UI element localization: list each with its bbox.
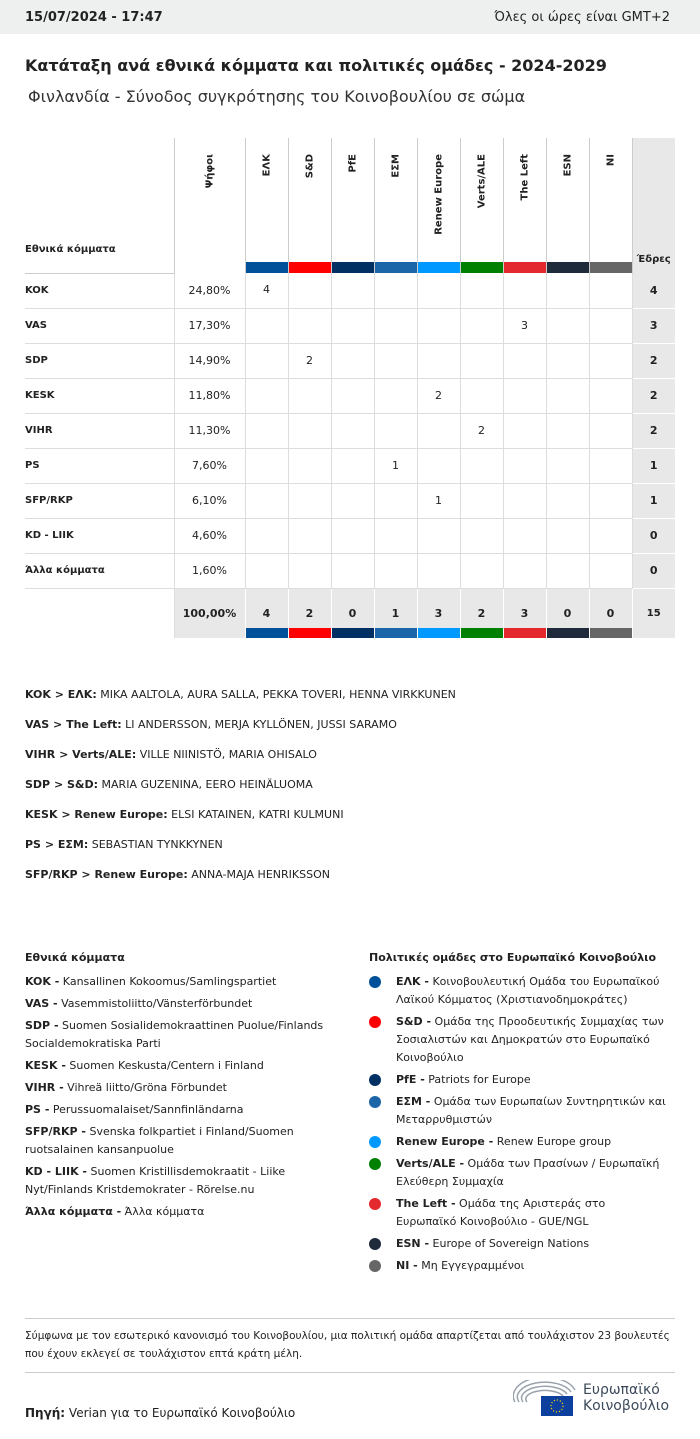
group-color-bar xyxy=(461,262,503,273)
mep-names: ELSI KATAINEN, KATRI KULMUNI xyxy=(167,808,344,821)
legend-desc: Patriots for Europe xyxy=(424,1073,531,1086)
legend-abbr: PS - xyxy=(25,1103,50,1116)
seats-total: 2 xyxy=(632,413,675,448)
total-group-seats xyxy=(417,588,460,638)
group-color-bar xyxy=(590,628,632,638)
mep-names: MIKA AALTOLA, AURA SALLA, PEKKA TOVERI, HENNA VIRKKUNEN xyxy=(96,688,456,701)
party-name: SFP/RKP xyxy=(25,483,174,518)
legend-desc: Κοινοβουλευτική Ομάδα του Ευρωπαϊκού Λαϊκού Κόμματος (Χριστιανοδημοκράτες) xyxy=(396,975,660,1006)
group-column-header xyxy=(288,138,331,273)
group-seat-cell xyxy=(503,273,546,308)
legend-desc: Ομάδα της Προοδευτικής Συμμαχίας των Σοσιαλιστών και Δημοκρατών στο Ευρωπαϊκό Κοινοβούλιο xyxy=(396,1015,664,1064)
group-seat-cell xyxy=(460,378,503,413)
votes-share: 24,80% xyxy=(174,273,245,308)
votes-header-label: Ψήφοι xyxy=(204,154,215,189)
group-seat-cell: 3 xyxy=(503,308,546,343)
total-blank xyxy=(25,588,174,638)
total-group-seats xyxy=(460,588,503,638)
legend-abbr: PfE - xyxy=(396,1073,425,1086)
group-seat-cell xyxy=(503,448,546,483)
mep-group-key: PS > ΕΣΜ: xyxy=(25,838,89,851)
group-seat-cell xyxy=(245,343,288,378)
legend-desc: Svenska folkpartiet i Finland/Suomen ruotsalainen kansanpuolue xyxy=(25,1125,294,1156)
group-color-bar xyxy=(547,262,589,273)
legend-desc: Kansallinen Kokoomus/Samlingspartiet xyxy=(59,975,277,988)
votes-share: 6,10% xyxy=(174,483,245,518)
group-color-dot-icon xyxy=(369,1096,381,1108)
source-label: Πηγή: xyxy=(25,1406,66,1420)
group-seat-cell xyxy=(331,553,374,588)
group-seat-cell xyxy=(245,448,288,483)
group-seat-cell xyxy=(546,413,589,448)
group-seat-cell xyxy=(245,413,288,448)
timezone-note: Όλες οι ώρες είναι GMT+2 xyxy=(494,9,670,25)
group-seat-cell xyxy=(374,308,417,343)
legend-item xyxy=(25,1017,335,1053)
group-seat-cell xyxy=(374,273,417,308)
total-group-value: 2 xyxy=(305,606,314,620)
votes-share: 11,30% xyxy=(174,413,245,448)
group-seat-cell xyxy=(288,308,331,343)
mep-line xyxy=(25,860,456,890)
seats-total: 2 xyxy=(632,378,675,413)
group-color-bar xyxy=(289,628,331,638)
group-seat-cell xyxy=(417,448,460,483)
group-seat-cell xyxy=(331,378,374,413)
group-seat-cell: 4 xyxy=(245,273,288,308)
seats-total: 0 xyxy=(632,518,675,553)
group-color-dot-icon xyxy=(369,1136,381,1148)
legend-item xyxy=(25,973,335,991)
mep-group-key: SDP > S&D: xyxy=(25,778,99,791)
group-color-bar xyxy=(289,262,331,273)
legend-desc: Μη Εγγεγραμμένοι xyxy=(417,1259,525,1272)
legend-desc: Renew Europe group xyxy=(493,1135,612,1148)
mep-line xyxy=(25,800,456,830)
group-color-bar xyxy=(246,262,288,273)
group-color-dot-icon xyxy=(369,1198,381,1210)
legend-item xyxy=(369,1133,669,1151)
group-seat-cell xyxy=(589,343,632,378)
seats-total: 2 xyxy=(632,343,675,378)
group-seat-cell xyxy=(417,308,460,343)
group-seat-cell xyxy=(245,308,288,343)
group-seat-cell xyxy=(374,413,417,448)
group-seat-cell xyxy=(589,378,632,413)
total-group-seats xyxy=(245,588,288,638)
group-color-bar xyxy=(332,262,374,273)
total-votes: 100,00% xyxy=(174,588,245,638)
mep-group-key: SFP/RKP > Renew Europe: xyxy=(25,868,188,881)
group-seat-cell xyxy=(417,343,460,378)
group-seat-cell xyxy=(503,413,546,448)
legend-abbr: KOK - xyxy=(25,975,60,988)
group-color-dot-icon xyxy=(369,976,381,988)
legend-item xyxy=(25,995,335,1013)
legend-abbr: KD - LIIK - xyxy=(25,1165,87,1178)
group-seat-cell xyxy=(589,518,632,553)
group-seat-cell: 2 xyxy=(460,413,503,448)
group-color-bar xyxy=(461,628,503,638)
legend-item xyxy=(369,1013,669,1067)
mep-line xyxy=(25,680,456,710)
total-group-seats xyxy=(374,588,417,638)
table-row xyxy=(25,343,675,378)
mep-group-key: KOK > ΕΛΚ: xyxy=(25,688,97,701)
party-name: KOK xyxy=(25,273,174,308)
total-group-seats xyxy=(589,588,632,638)
group-seat-cell xyxy=(460,518,503,553)
votes-share: 14,90% xyxy=(174,343,245,378)
group-seat-cell xyxy=(589,448,632,483)
group-header-label: ΕΣΜ xyxy=(390,154,401,178)
group-color-bar xyxy=(418,262,460,273)
page-title: Κατάταξη ανά εθνικά κόμματα και πολιτικές ομάδες - 2024-2029 xyxy=(25,56,607,75)
group-seat-cell xyxy=(288,448,331,483)
group-seat-cell xyxy=(546,343,589,378)
group-header-label: NI xyxy=(605,154,616,167)
source-value: Verian για το Ευρωπαϊκό Κοινοβούλιο xyxy=(65,1406,296,1420)
results-table xyxy=(25,138,675,638)
legend-desc: Ομάδα της Αριστεράς στο Ευρωπαϊκό Κοινοβούλιο - GUE/NGL xyxy=(396,1197,606,1228)
legend-abbr: S&D - xyxy=(396,1015,432,1028)
group-seat-cell xyxy=(288,273,331,308)
legend-title: Εθνικά κόμματα xyxy=(25,951,125,964)
legend-item xyxy=(25,1203,335,1221)
group-seat-cell xyxy=(331,273,374,308)
group-seat-cell xyxy=(503,553,546,588)
group-color-dot-icon xyxy=(369,1260,381,1272)
legend-desc: Perussuomalaiset/Sannfinländarna xyxy=(49,1103,244,1116)
mep-group-key: KESK > Renew Europe: xyxy=(25,808,168,821)
total-seats: 15 xyxy=(632,588,675,638)
legend-abbr: NI - xyxy=(396,1259,418,1272)
group-seat-cell xyxy=(503,518,546,553)
group-seat-cell: 2 xyxy=(288,343,331,378)
group-column-header xyxy=(417,138,460,273)
group-seat-cell xyxy=(245,518,288,553)
group-color-dot-icon xyxy=(369,1238,381,1250)
group-seat-cell xyxy=(460,273,503,308)
group-column-header xyxy=(503,138,546,273)
party-name: VAS xyxy=(25,308,174,343)
mep-line xyxy=(25,710,456,740)
legend-item xyxy=(369,1257,669,1275)
group-header-label: ΕΛΚ xyxy=(261,154,272,177)
table-row xyxy=(25,483,675,518)
legend-desc: Ομάδα των Πρασίνων / Ευρωπαϊκή Ελεύθερη Συμμαχία xyxy=(396,1157,660,1188)
seats-column-header: Έδρες xyxy=(632,138,675,273)
votes-column-header xyxy=(174,138,245,273)
total-group-seats xyxy=(331,588,374,638)
party-name: KD - LIIK xyxy=(25,518,174,553)
group-seat-cell xyxy=(589,553,632,588)
legend-abbr: Renew Europe - xyxy=(396,1135,494,1148)
group-seat-cell xyxy=(589,483,632,518)
mep-names: ANNA-MAJA HENRIKSSON xyxy=(187,868,330,881)
mep-list xyxy=(25,680,456,890)
legend-desc: Suomen Keskusta/Centern i Finland xyxy=(65,1059,264,1072)
group-seat-cell xyxy=(245,553,288,588)
legend-item xyxy=(369,1093,669,1129)
group-seat-cell xyxy=(374,378,417,413)
group-seat-cell xyxy=(331,483,374,518)
party-column-header: Εθνικά κόμματα xyxy=(25,138,174,273)
group-seat-cell xyxy=(417,413,460,448)
group-color-bar xyxy=(547,628,589,638)
group-seat-cell xyxy=(288,518,331,553)
table-row xyxy=(25,413,675,448)
legend-desc: Άλλα κόμματα xyxy=(121,1205,205,1218)
total-group-seats xyxy=(503,588,546,638)
legend-desc: Suomen Kristillisdemokraatit - Liike Nyt/Finlands Kristdemokrater - Rörelse.nu xyxy=(25,1165,286,1196)
page-subtitle: Φινλανδία - Σύνοδος συγκρότησης του Κοινοβουλίου σε σώμα xyxy=(28,87,526,106)
total-group-value: 1 xyxy=(391,606,400,620)
group-seat-cell xyxy=(331,448,374,483)
legend-item xyxy=(369,1235,669,1253)
group-seat-cell xyxy=(546,273,589,308)
mep-line xyxy=(25,740,456,770)
group-seat-cell xyxy=(460,308,503,343)
group-seat-cell xyxy=(546,553,589,588)
legend-abbr: ΕΣΜ - xyxy=(396,1095,431,1108)
group-color-bar xyxy=(504,628,546,638)
legend-abbr: ΕΛΚ - xyxy=(396,975,429,988)
table-row xyxy=(25,448,675,483)
group-header-label: ESN xyxy=(562,154,573,177)
total-row xyxy=(25,588,675,638)
legend-item xyxy=(369,1071,669,1089)
top-bar xyxy=(0,0,700,34)
group-seat-cell: 1 xyxy=(374,448,417,483)
political-groups-legend xyxy=(369,951,669,1279)
group-color-bar xyxy=(590,262,632,273)
group-seat-cell: 2 xyxy=(417,378,460,413)
legend-abbr: SFP/RKP - xyxy=(25,1125,86,1138)
seats-total: 1 xyxy=(632,483,675,518)
group-seat-cell xyxy=(374,483,417,518)
group-column-header xyxy=(245,138,288,273)
group-color-bar xyxy=(332,628,374,638)
group-seat-cell xyxy=(460,553,503,588)
group-header-label: S&D xyxy=(304,154,315,179)
legend-abbr: VIHR - xyxy=(25,1081,64,1094)
group-seat-cell xyxy=(417,518,460,553)
legend-item xyxy=(369,973,669,1009)
national-parties-legend xyxy=(25,951,335,1225)
group-color-bar xyxy=(418,628,460,638)
group-header-label: The Left xyxy=(519,154,530,201)
total-group-seats xyxy=(288,588,331,638)
footnote: Σύμφωνα με τον εσωτερικό κανονισμό του Κοινοβουλίου, μια πολιτική ομάδα απαρτίζεται από τουλάχιστον 23 βουλευτές που έχουν εκλεγεί σε τουλάχιστον επτά κράτη μέλη. xyxy=(25,1318,675,1373)
group-seat-cell xyxy=(546,378,589,413)
mep-group-key: VAS > The Left: xyxy=(25,718,122,731)
mep-names: MARIA GUZENINA, EERO HEINÄLUOMA xyxy=(98,778,313,791)
group-seat-cell xyxy=(546,483,589,518)
total-group-seats xyxy=(546,588,589,638)
group-seat-cell xyxy=(374,343,417,378)
mep-names: SEBASTIAN TYNKKYNEN xyxy=(88,838,223,851)
table-row xyxy=(25,518,675,553)
logo-line2: Κοινοβούλιο xyxy=(583,1398,670,1414)
total-group-value: 0 xyxy=(606,606,615,620)
mep-line xyxy=(25,770,456,800)
legend-item xyxy=(25,1163,335,1199)
group-seat-cell xyxy=(546,518,589,553)
legend-abbr: The Left - xyxy=(396,1197,456,1210)
legend-abbr: Άλλα κόμματα - xyxy=(25,1205,122,1218)
legend-title: Πολιτικές ομάδες στο Ευρωπαϊκό Κοινοβούλιο xyxy=(369,951,657,964)
legend-item xyxy=(25,1101,335,1119)
total-group-value: 3 xyxy=(520,606,529,620)
group-seat-cell xyxy=(331,518,374,553)
table-row xyxy=(25,553,675,588)
group-seat-cell xyxy=(288,553,331,588)
legend-abbr: SDP - xyxy=(25,1019,59,1032)
seats-total: 1 xyxy=(632,448,675,483)
group-header-label: PfE xyxy=(347,154,358,173)
legend-desc: Ομάδα των Ευρωπαίων Συντηρητικών και Μεταρρυθμιστών xyxy=(396,1095,666,1126)
group-column-header xyxy=(589,138,632,273)
total-group-value: 0 xyxy=(348,606,357,620)
group-seat-cell xyxy=(503,378,546,413)
legend-desc: Europe of Sovereign Nations xyxy=(429,1237,590,1250)
group-seat-cell xyxy=(245,483,288,518)
mep-names: VILLE NIINISTÖ, MARIA OHISALO xyxy=(136,748,317,761)
logo-line1: Ευρωπαϊκό xyxy=(583,1382,660,1398)
group-seat-cell xyxy=(417,273,460,308)
ep-logo xyxy=(513,1380,669,1416)
party-name: Άλλα κόμματα xyxy=(25,553,174,588)
total-group-value: 4 xyxy=(262,606,271,620)
group-column-header xyxy=(374,138,417,273)
group-color-dot-icon xyxy=(369,1158,381,1170)
total-group-value: 0 xyxy=(563,606,572,620)
table-row xyxy=(25,308,675,343)
group-seat-cell xyxy=(589,413,632,448)
group-color-bar xyxy=(504,262,546,273)
group-seat-cell xyxy=(460,483,503,518)
votes-share: 11,80% xyxy=(174,378,245,413)
table-row xyxy=(25,378,675,413)
party-name: SDP xyxy=(25,343,174,378)
group-seat-cell xyxy=(503,483,546,518)
group-seat-cell xyxy=(374,518,417,553)
legend-item xyxy=(25,1057,335,1075)
legend-desc: Vasemmistoliitto/Vänsterförbundet xyxy=(57,997,253,1010)
group-column-header xyxy=(460,138,503,273)
legend-desc: Vihreä liitto/Gröna Förbundet xyxy=(63,1081,227,1094)
legend-abbr: KESK - xyxy=(25,1059,66,1072)
party-name: VIHR xyxy=(25,413,174,448)
group-color-dot-icon xyxy=(369,1016,381,1028)
group-header-label: Renew Europe xyxy=(433,154,444,235)
group-seat-cell xyxy=(589,308,632,343)
party-name: KESK xyxy=(25,378,174,413)
group-seat-cell xyxy=(331,308,374,343)
group-seat-cell xyxy=(546,308,589,343)
group-seat-cell: 1 xyxy=(417,483,460,518)
group-seat-cell xyxy=(288,413,331,448)
group-color-dot-icon xyxy=(369,1074,381,1086)
group-seat-cell xyxy=(331,343,374,378)
party-name: PS xyxy=(25,448,174,483)
votes-share: 17,30% xyxy=(174,308,245,343)
group-seat-cell xyxy=(460,448,503,483)
hemicycle-eu-flag-icon xyxy=(513,1380,577,1416)
group-color-bar xyxy=(246,628,288,638)
group-color-bar xyxy=(375,262,417,273)
legend-item xyxy=(25,1123,335,1159)
legend-abbr: Verts/ALE - xyxy=(396,1157,465,1170)
group-color-bar xyxy=(375,628,417,638)
total-group-value: 2 xyxy=(477,606,486,620)
legend-item xyxy=(25,1079,335,1097)
mep-names: LI ANDERSSON, MERJA KYLLÖNEN, JUSSI SARAMO xyxy=(121,718,397,731)
group-seat-cell xyxy=(546,448,589,483)
mep-group-key: VIHR > Verts/ALE: xyxy=(25,748,137,761)
group-seat-cell xyxy=(288,483,331,518)
group-seat-cell xyxy=(374,553,417,588)
group-seat-cell xyxy=(331,413,374,448)
legend-abbr: VAS - xyxy=(25,997,58,1010)
group-column-header xyxy=(546,138,589,273)
group-seat-cell xyxy=(460,343,503,378)
votes-share: 4,60% xyxy=(174,518,245,553)
table-row xyxy=(25,273,675,308)
source xyxy=(25,1406,295,1420)
legend-abbr: ESN - xyxy=(396,1237,430,1250)
total-group-value: 3 xyxy=(434,606,443,620)
legend-desc: Suomen Sosialidemokraattinen Puolue/Finlands Socialdemokratiska Parti xyxy=(25,1019,324,1050)
seats-total: 0 xyxy=(632,553,675,588)
group-header-label: Verts/ALE xyxy=(476,154,487,209)
group-seat-cell xyxy=(288,378,331,413)
seats-total: 3 xyxy=(632,308,675,343)
group-seat-cell xyxy=(245,378,288,413)
legend-item xyxy=(369,1195,669,1231)
datetime: 15/07/2024 - 17:47 xyxy=(25,9,163,25)
group-column-header xyxy=(331,138,374,273)
mep-line xyxy=(25,830,456,860)
seats-total: 4 xyxy=(632,273,675,308)
group-seat-cell xyxy=(417,553,460,588)
votes-share: 1,60% xyxy=(174,553,245,588)
group-seat-cell xyxy=(503,343,546,378)
legend-item xyxy=(369,1155,669,1191)
votes-share: 7,60% xyxy=(174,448,245,483)
group-seat-cell xyxy=(589,273,632,308)
